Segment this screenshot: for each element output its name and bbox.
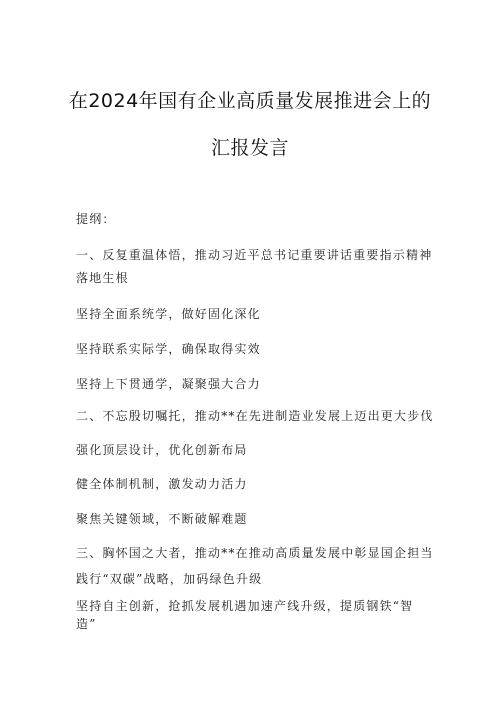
outline-item: 坚持自主创新，抢抓发展机遇加速产线升级，提质钢铁“智 [76,599,414,613]
outline-label: 提纲： [76,212,116,226]
outline-item-cont: 造” [76,617,97,631]
outline-item: 聚焦关键领域，不断破解难题 [76,512,248,526]
outline-item: 坚持联系实际学，确保取得实效 [76,342,261,356]
document-title-line-1: 在2024年国有企业高质量发展推进会上的 [68,90,432,112]
outline-item: 践行“双碳”战略，加码绿色升级 [76,572,263,586]
document-title-line-2: 汇报发言 [210,137,289,159]
section-heading-2: 二、不忘殷切嘱托，推动**在先进制造业发展上迈出更大步伐 [76,409,434,423]
outline-item: 坚持全面系统学，做好固化深化 [76,307,261,321]
section-heading-3: 三、胸怀国之大者，推动**在推动高质量发展中彰显国企担当 [76,546,434,560]
outline-item: 坚持上下贯通学，凝聚强大合力 [76,377,261,391]
section-heading-1: 一、反复重温体悟，推动习近平总书记重要讲话重要指示精神 [76,248,433,262]
section-heading-1-cont: 落地生根 [76,271,129,285]
outline-item: 健全体制机制，激发动力活力 [76,477,248,491]
outline-item: 强化顶层设计，优化创新布局 [76,443,248,457]
